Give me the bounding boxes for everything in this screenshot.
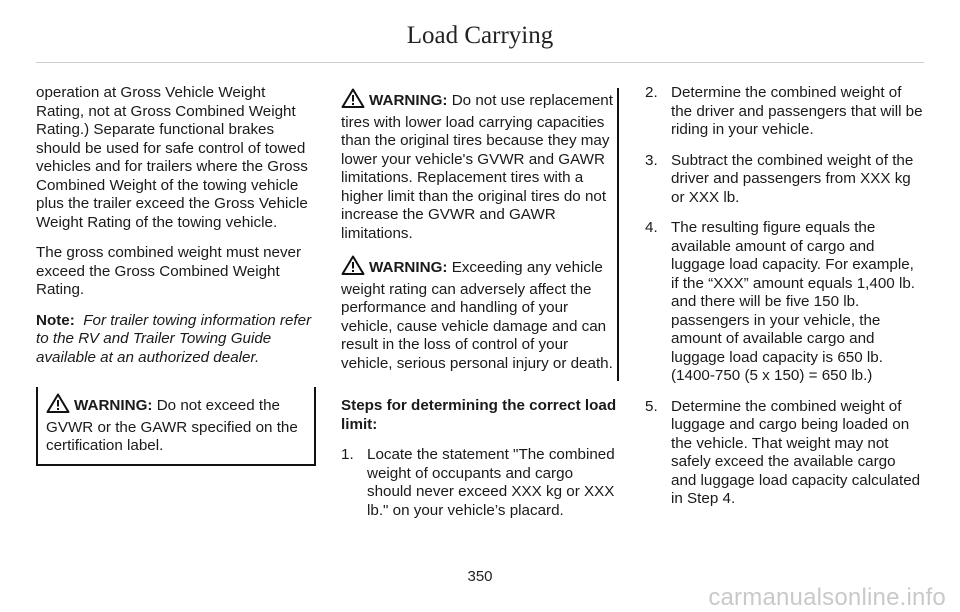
step-number: 4. bbox=[645, 219, 658, 236]
step-text: Determine the combined weight of luggage and cargo being loaded on the vehicle. That weight may not safely exceed the available cargo and luggage load capacity calculated in Step 4. bbox=[671, 397, 921, 507]
steps-list bbox=[341, 446, 619, 520]
warning-triangle-icon bbox=[341, 255, 365, 281]
warning-label: WARNING: bbox=[369, 259, 448, 276]
step-number: 5. bbox=[645, 397, 658, 415]
list-item bbox=[645, 219, 925, 386]
warning-paragraph bbox=[341, 88, 613, 243]
step-number: 2. bbox=[645, 84, 658, 101]
step-number: 3. bbox=[645, 151, 658, 169]
steps-heading: Steps for determining the correct load limit: bbox=[341, 397, 617, 433]
body-paragraph: operation at Gross Vehicle Weight Rating, not at Gross Combined Weight Rating.) Separate functional brakes should be used for safe control of towed vehicles and for trailers where the Gross Combined Weight of the towing vehicle plus the trailer exceed the Gross Vehicle Weight Rating of the towing vehicle. bbox=[36, 84, 308, 231]
warning-box bbox=[341, 88, 619, 381]
steps-list bbox=[645, 84, 925, 509]
step-text: Determine the combined weight of the driver and passengers that will be riding in your vehicle. bbox=[671, 84, 923, 138]
header-divider bbox=[36, 62, 924, 63]
warning-label: WARNING: bbox=[369, 92, 448, 109]
step-text: The resulting figure equals the available amount of cargo and luggage load capacity. For example, if the “XXX” amount equals 1,400 lb. and there will be five 150 lb. passengers in your vehicle, the amount of available cargo and luggage load capacity is 650 lb. (1400-750 (5 x 150) = 650 lb.) bbox=[671, 219, 915, 384]
step-number: 1. bbox=[341, 446, 354, 463]
warning-text: Do not use replacement tires with lower load carrying capacities than the original tires because they may lower your vehicle's GVWR and GAWR limitations. Replacement tires with a higher limit than the original tires do not increase the GVWR and GAWR limitations. bbox=[341, 92, 613, 242]
warning-paragraph bbox=[46, 393, 310, 456]
warning-text: Exceeding any vehicle weight rating can adversely affect the performance and handling of your vehicle, cause vehicle damage and can result in the loss of control of your vehicle, serious personal injury or death. bbox=[341, 259, 613, 372]
list-item bbox=[341, 446, 619, 520]
watermark[interactable]: carmanualsonline.info bbox=[708, 584, 946, 611]
step-text: Locate the statement "The combined weight of occupants and cargo should never exceed XXX kg or XXX lb." on your vehicle’s placard. bbox=[367, 446, 615, 519]
list-item bbox=[645, 152, 925, 208]
warning-box bbox=[36, 387, 316, 466]
warning-paragraph bbox=[341, 255, 613, 373]
warning-triangle-icon bbox=[341, 88, 365, 114]
column-left bbox=[36, 84, 316, 478]
note-text: For trailer towing information refer to the RV and Trailer Towing Guide available at an authorized dealer. bbox=[36, 311, 312, 366]
column-right bbox=[645, 84, 925, 521]
list-item bbox=[645, 84, 925, 140]
warning-label: WARNING: bbox=[74, 397, 153, 414]
step-text: Subtract the combined weight of the driver and passengers from XXX kg or XXX lb. bbox=[671, 151, 914, 206]
page-title: Load Carrying bbox=[406, 22, 554, 49]
column-middle bbox=[341, 84, 619, 532]
list-item bbox=[645, 398, 925, 509]
warning-text: Do not exceed the GVWR or the GAWR specified on the certification label. bbox=[46, 397, 298, 454]
page-number: 350 bbox=[467, 568, 493, 585]
note bbox=[36, 312, 316, 368]
body-paragraph: The gross combined weight must never exceed the Gross Combined Weight Rating. bbox=[36, 244, 302, 298]
note-label: Note: bbox=[36, 311, 75, 329]
warning-triangle-icon bbox=[46, 393, 70, 419]
